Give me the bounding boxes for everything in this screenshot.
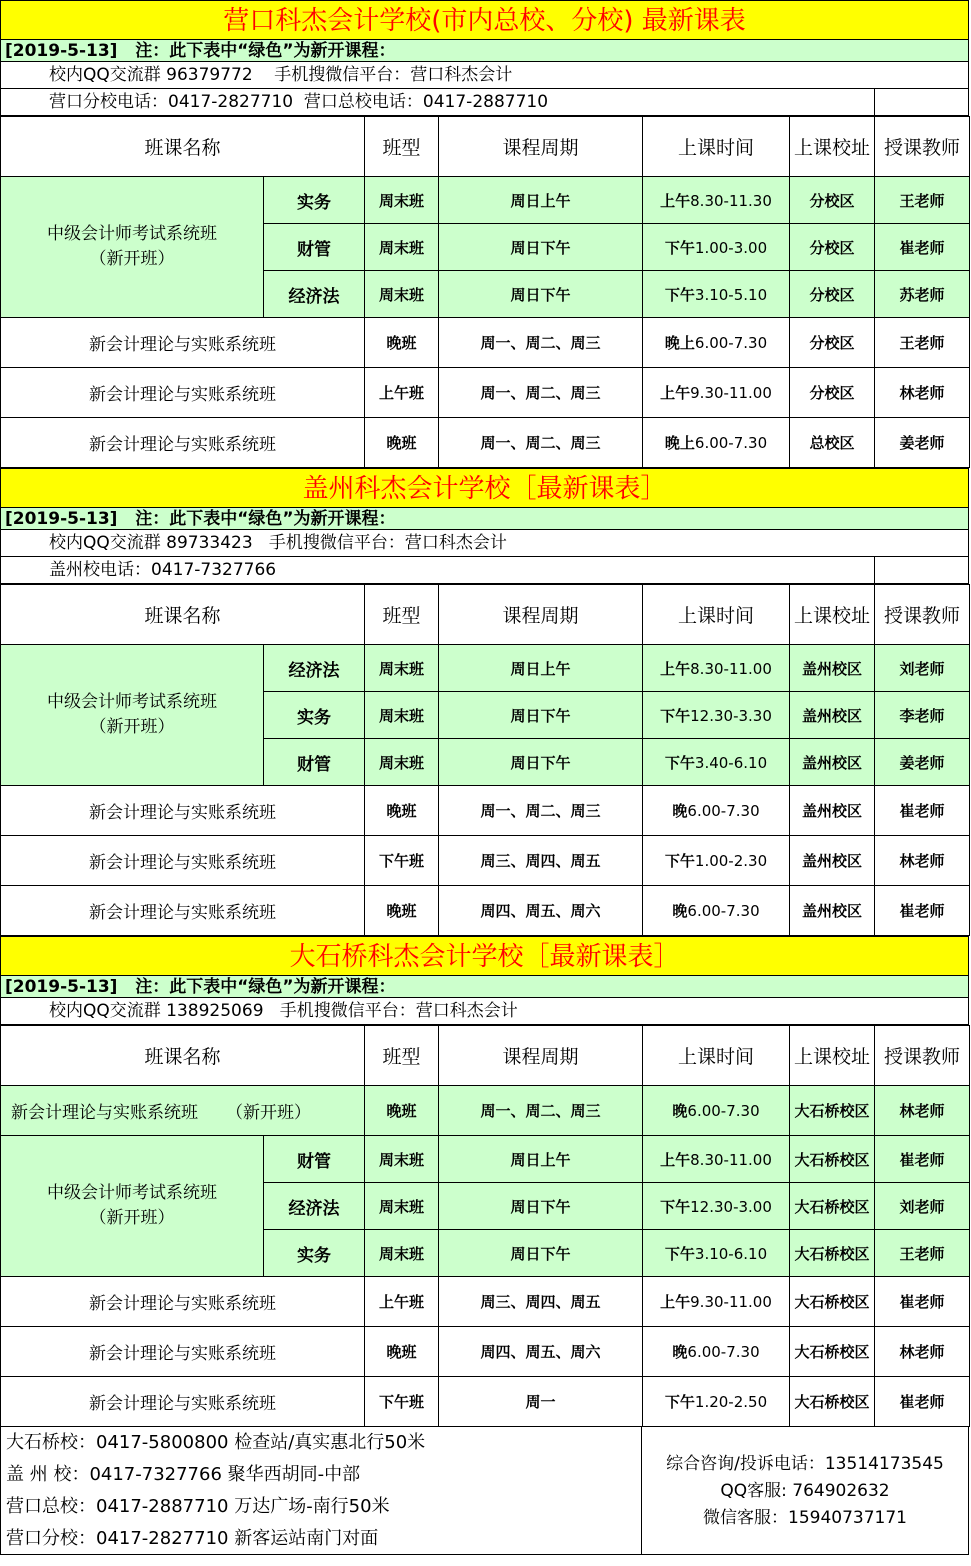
table-row [1, 645, 970, 692]
header-type: 班型 [365, 117, 439, 177]
class-type: 周末班 [365, 224, 439, 271]
teacher: 林老师 [875, 1086, 970, 1136]
campus: 盖州校区 [790, 645, 875, 692]
table-row [1, 418, 970, 468]
notice-line: [2019-5-13] 注：此下表中“绿色”为新开课程： [0, 976, 969, 998]
table-row [1, 1136, 970, 1183]
info-line [0, 998, 969, 1025]
header-type: 班型 [365, 1026, 439, 1086]
footer-contacts [642, 1427, 968, 1554]
time: 上午8.30-11.30 [643, 177, 790, 224]
table-row [1, 1377, 970, 1427]
table-row [1, 368, 970, 418]
time: 下午12.30-3.00 [643, 1183, 790, 1230]
teacher: 崔老师 [875, 786, 970, 836]
subject: 实务 [264, 1230, 365, 1277]
period: 周一、周二、周三 [439, 368, 643, 418]
info-line [0, 557, 969, 584]
address-line: 营口分校：0417-2827710 新客运站南门对面 [6, 1528, 379, 1549]
header-class-name: 班课名称 [1, 1026, 365, 1086]
schedule-table [0, 1025, 970, 1427]
teacher: 刘老师 [875, 645, 970, 692]
table-row [1, 177, 970, 224]
campus: 大石桥校区 [790, 1086, 875, 1136]
campus: 盖州校区 [790, 836, 875, 886]
header-campus: 上课校址 [790, 117, 875, 177]
class-name: 新会计理论与实账系统班 [1, 368, 365, 418]
time: 晚6.00-7.30 [643, 886, 790, 936]
time: 上午9.30-11.00 [643, 368, 790, 418]
class-type: 周末班 [365, 692, 439, 739]
header-row [1, 585, 970, 645]
time: 晚上6.00-7.30 [643, 318, 790, 368]
class-type: 周末班 [365, 739, 439, 786]
time: 晚6.00-7.30 [643, 1086, 790, 1136]
header-teacher: 授课教师 [875, 117, 970, 177]
class-name: 新会计理论与实账系统班 [1, 418, 365, 468]
period: 周日下午 [439, 1183, 643, 1230]
table-row [1, 1086, 970, 1136]
teacher: 姜老师 [875, 739, 970, 786]
teacher: 苏老师 [875, 271, 970, 318]
info-text: 校内QQ交流群 138925069 手机搜微信平台：营口科杰会计 [49, 1001, 518, 1021]
campus: 大石桥校区 [790, 1230, 875, 1277]
time: 下午12.30-3.30 [643, 692, 790, 739]
time: 下午3.10-6.10 [643, 1230, 790, 1277]
group-name: 中级会计师考试系统班 （新开班） [1, 645, 264, 786]
header-campus: 上课校址 [790, 1026, 875, 1086]
period: 周日上午 [439, 1136, 643, 1183]
period: 周三、周四、周五 [439, 1277, 643, 1327]
notice-line: [2019-5-13] 注：此下表中“绿色”为新开课程： [0, 508, 969, 530]
header-period: 课程周期 [439, 1026, 643, 1086]
info-line [0, 62, 969, 89]
section-title: 盖州科杰会计学校［最新课表］ [0, 468, 969, 508]
table-row [1, 886, 970, 936]
period: 周一、周二、周三 [439, 1086, 643, 1136]
teacher: 崔老师 [875, 1377, 970, 1427]
teacher: 林老师 [875, 1327, 970, 1377]
campus: 总校区 [790, 418, 875, 468]
period: 周一、周二、周三 [439, 786, 643, 836]
class-type: 上午班 [365, 1277, 439, 1327]
header-teacher: 授课教师 [875, 1026, 970, 1086]
header-teacher: 授课教师 [875, 585, 970, 645]
period: 周日下午 [439, 739, 643, 786]
section-title: 大石桥科杰会计学校［最新课表］ [0, 936, 969, 976]
campus: 分校区 [790, 224, 875, 271]
section-title: 营口科杰会计学校(市内总校、分校) 最新课表 [0, 0, 969, 40]
campus: 大石桥校区 [790, 1327, 875, 1377]
class-type: 晚班 [365, 318, 439, 368]
class-name: 新会计理论与实账系统班 [1, 1277, 365, 1327]
time: 晚6.00-7.30 [643, 1327, 790, 1377]
time: 下午1.20-2.50 [643, 1377, 790, 1427]
teacher: 王老师 [875, 1230, 970, 1277]
footer [0, 1427, 969, 1555]
teacher: 刘老师 [875, 1183, 970, 1230]
info-text: 校内QQ交流群 96379772 手机搜微信平台：营口科杰会计 [49, 65, 513, 85]
campus: 盖州校区 [790, 692, 875, 739]
class-type: 晚班 [365, 886, 439, 936]
campus: 分校区 [790, 271, 875, 318]
period: 周日上午 [439, 645, 643, 692]
table-row [1, 318, 970, 368]
class-type: 晚班 [365, 1086, 439, 1136]
header-row [1, 117, 970, 177]
time: 上午8.30-11.00 [643, 645, 790, 692]
period: 周一、周二、周三 [439, 318, 643, 368]
group-name: 中级会计师考试系统班 （新开班） [1, 177, 264, 318]
time: 下午1.00-3.00 [643, 224, 790, 271]
class-name: 新会计理论与实账系统班 [1, 786, 365, 836]
header-class-name: 班课名称 [1, 117, 365, 177]
class-type: 晚班 [365, 418, 439, 468]
class-type: 晚班 [365, 786, 439, 836]
header-time: 上课时间 [643, 1026, 790, 1086]
class-type: 周末班 [365, 1183, 439, 1230]
contact-line: 综合咨询/投诉电话：13514173545 [666, 1454, 944, 1474]
contact-line: 微信客服：15940737171 [703, 1508, 907, 1528]
info-line [0, 530, 969, 557]
campus: 大石桥校区 [790, 1183, 875, 1230]
teacher: 王老师 [875, 177, 970, 224]
time: 上午8.30-11.00 [643, 1136, 790, 1183]
period: 周日下午 [439, 271, 643, 318]
campus: 盖州校区 [790, 886, 875, 936]
period: 周日下午 [439, 1230, 643, 1277]
class-type: 下午班 [365, 1377, 439, 1427]
class-type: 下午班 [365, 836, 439, 886]
class-name: 新会计理论与实账系统班 [1, 1377, 365, 1427]
contact-line: QQ客服: 764902632 [720, 1481, 890, 1501]
class-name: 新会计理论与实账系统班 [1, 836, 365, 886]
teacher: 崔老师 [875, 1277, 970, 1327]
header-time: 上课时间 [643, 117, 790, 177]
group-name: 中级会计师考试系统班 （新开班） [1, 1136, 264, 1277]
class-name: 新会计理论与实账系统班 [1, 886, 365, 936]
table-row [1, 1277, 970, 1327]
period: 周日上午 [439, 177, 643, 224]
campus: 大石桥校区 [790, 1277, 875, 1327]
time: 下午3.40-6.10 [643, 739, 790, 786]
info-text: 校内QQ交流群 89733423 手机搜微信平台：营口科杰会计 [49, 533, 507, 553]
address-line: 盖 州 校：0417-7327766 聚华西胡同-中部 [6, 1464, 361, 1485]
header-time: 上课时间 [643, 585, 790, 645]
period: 周三、周四、周五 [439, 836, 643, 886]
class-type: 周末班 [365, 271, 439, 318]
time: 下午3.10-5.10 [643, 271, 790, 318]
time: 下午1.00-2.30 [643, 836, 790, 886]
header-campus: 上课校址 [790, 585, 875, 645]
teacher: 崔老师 [875, 224, 970, 271]
class-type: 周末班 [365, 1136, 439, 1183]
subject: 经济法 [264, 645, 365, 692]
period: 周日下午 [439, 224, 643, 271]
teacher: 姜老师 [875, 418, 970, 468]
header-row [1, 1026, 970, 1086]
class-type: 上午班 [365, 368, 439, 418]
campus: 盖州校区 [790, 786, 875, 836]
campus: 分校区 [790, 318, 875, 368]
subject: 财管 [264, 224, 365, 271]
info-text: 盖州校电话：0417-7327766 [49, 560, 277, 580]
subject: 财管 [264, 739, 365, 786]
time: 晚上6.00-7.30 [643, 418, 790, 468]
header-class-name: 班课名称 [1, 585, 365, 645]
subject: 实务 [264, 177, 365, 224]
teacher: 李老师 [875, 692, 970, 739]
class-name: 新会计理论与实账系统班 [1, 318, 365, 368]
teacher: 林老师 [875, 368, 970, 418]
teacher: 崔老师 [875, 1136, 970, 1183]
table-row [1, 786, 970, 836]
info-line [0, 89, 969, 116]
schedule-table [0, 116, 970, 468]
teacher: 林老师 [875, 836, 970, 886]
class-type: 周末班 [365, 177, 439, 224]
period: 周一 [439, 1377, 643, 1427]
campus: 分校区 [790, 177, 875, 224]
class-type: 周末班 [365, 645, 439, 692]
teacher: 崔老师 [875, 886, 970, 936]
time: 晚6.00-7.30 [643, 786, 790, 836]
period: 周四、周五、周六 [439, 886, 643, 936]
campus: 大石桥校区 [790, 1136, 875, 1183]
header-type: 班型 [365, 585, 439, 645]
class-type: 晚班 [365, 1327, 439, 1377]
header-period: 课程周期 [439, 585, 643, 645]
teacher: 王老师 [875, 318, 970, 368]
subject: 实务 [264, 692, 365, 739]
subject: 经济法 [264, 1183, 365, 1230]
header-period: 课程周期 [439, 117, 643, 177]
class-name: 新会计理论与实账系统班 （新开班） [1, 1086, 365, 1136]
campus: 盖州校区 [790, 739, 875, 786]
subject: 经济法 [264, 271, 365, 318]
subject: 财管 [264, 1136, 365, 1183]
notice-line: [2019-5-13] 注：此下表中“绿色”为新开课程： [0, 40, 969, 62]
campus: 分校区 [790, 368, 875, 418]
class-type: 周末班 [365, 1230, 439, 1277]
table-row [1, 836, 970, 886]
campus: 大石桥校区 [790, 1377, 875, 1427]
table-row [1, 1327, 970, 1377]
schedule-table [0, 584, 970, 936]
period: 周一、周二、周三 [439, 418, 643, 468]
footer-addresses [1, 1427, 642, 1554]
time: 上午9.30-11.00 [643, 1277, 790, 1327]
info-text: 营口分校电话：0417-2827710 营口总校电话：0417-2887710 [49, 92, 549, 112]
class-name: 新会计理论与实账系统班 [1, 1327, 365, 1377]
period: 周四、周五、周六 [439, 1327, 643, 1377]
period: 周日下午 [439, 692, 643, 739]
address-line: 营口总校：0417-2887710 万达广场-南行50米 [6, 1496, 390, 1517]
address-line: 大石桥校：0417-5800800 检查站/真实惠北行50米 [6, 1432, 426, 1453]
